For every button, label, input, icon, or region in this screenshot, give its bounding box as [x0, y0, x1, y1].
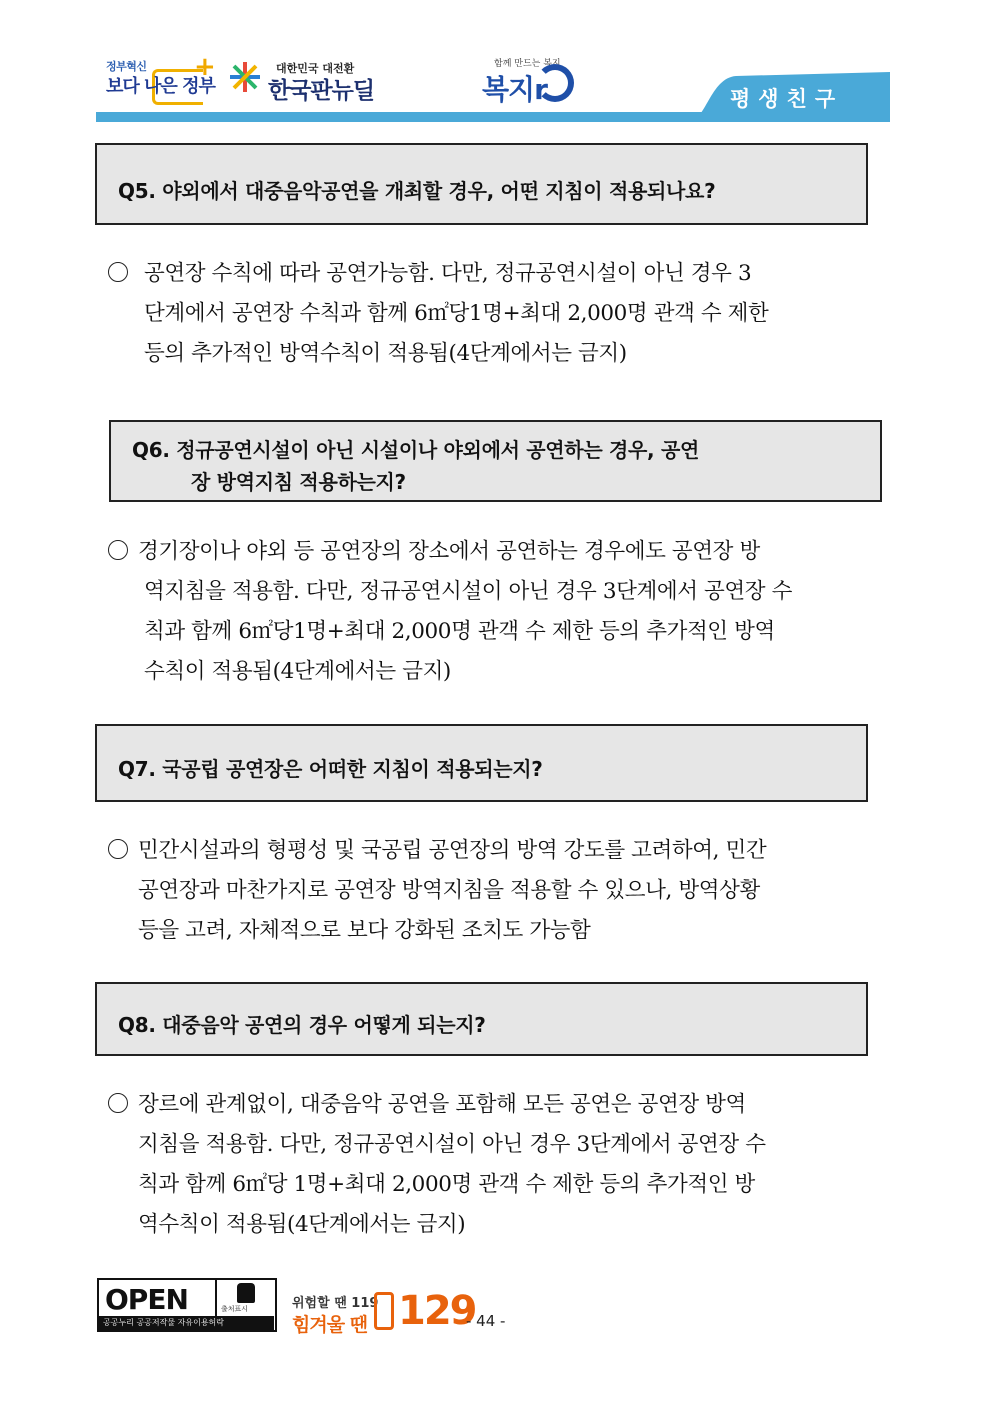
- logo3-main-text: 복지r: [482, 73, 547, 106]
- question-box-q7: [95, 724, 868, 802]
- bullet-circle-icon: [108, 1093, 128, 1113]
- korean-new-deal-logo: [228, 58, 378, 108]
- question-box-q8: [95, 982, 868, 1056]
- attribution-person-icon: [237, 1283, 255, 1303]
- answer-line: 지침을 적용함. 다만, 정규공연시설이 아닌 경우 3단계에서 공연장 수: [138, 1132, 766, 1157]
- logo2-main-text: 한국판뉴딜: [268, 78, 375, 104]
- answer-line: 수칙이 적용됨(4단계에서는 금지): [144, 659, 451, 684]
- open-license-badge: [97, 1278, 277, 1332]
- answer-block-q8: [108, 1084, 898, 1254]
- bokjiro-logo: [480, 54, 580, 110]
- answer-line: 칙과 함께 6㎡당 1명+최대 2,000명 관객 수 제한 등의 추가적인 방: [138, 1172, 755, 1197]
- phone-icon: [374, 1292, 394, 1330]
- bullet-circle-icon: [108, 262, 128, 282]
- hotline-small-text: 위험할 땐 119: [292, 1296, 379, 1311]
- logo1-plus-icon: +: [194, 52, 216, 82]
- page-number: - 44 -: [466, 1312, 506, 1330]
- logo1-top-text: 정부혁신: [106, 60, 147, 73]
- answer-block-q5: [108, 253, 898, 383]
- answer-line: 등의 추가적인 방역수칙이 적용됨(4단계에서는 금지): [144, 341, 627, 366]
- answer-line: 공연장 수칙에 따라 공연가능함. 다만, 정규공연시설이 아닌 경우 3: [144, 261, 752, 286]
- logo3-top-text: 함께 만드는 복지: [494, 59, 561, 69]
- answer-line: 등을 고려, 자체적으로 보다 강화된 조치도 가능함: [138, 918, 591, 943]
- bullet-circle-icon: [108, 839, 128, 859]
- answer-line: 단계에서 공연장 수칙과 함께 6㎡당1명+최대 2,000명 관객 수 제한: [144, 301, 769, 326]
- header-tab-label: 평생친구: [730, 87, 844, 111]
- logo2-top-text: 대한민국 대전환: [276, 62, 355, 75]
- question-text: Q5. 야외에서 대중음악공연을 개최할 경우, 어떤 지침이 적용되나요?: [118, 179, 716, 203]
- hotline-big-text: 힘겨울 땐: [292, 1314, 368, 1336]
- question-box-q6: [109, 420, 882, 502]
- question-text: Q8. 대중음악 공연의 경우 어떻게 되는지?: [118, 1013, 486, 1037]
- hotline-129-logo: [292, 1278, 492, 1338]
- question-text: Q7. 국공립 공연장은 어떠한 지침이 적용되는지?: [118, 757, 543, 781]
- logo3-arc-icon: [536, 64, 574, 102]
- new-deal-star-icon: [228, 60, 262, 94]
- answer-block-q7: [108, 830, 898, 960]
- answer-line: 역지침을 적용함. 다만, 정규공연시설이 아닌 경우 3단계에서 공연장 수: [144, 579, 792, 604]
- open-license-caption: 공공누리 공공저작물 자유이용허락: [99, 1316, 274, 1330]
- government-innovation-logo: [106, 52, 216, 110]
- question-text: 장 방역지침 적용하는지?: [191, 470, 406, 494]
- answer-block-q6: [108, 531, 898, 701]
- hotline-number: 129: [398, 1288, 476, 1334]
- attribution-label: 출처표시: [221, 1305, 249, 1313]
- open-word: OPEN: [105, 1283, 188, 1316]
- logo1-main-text: 보다 나은 정부: [106, 76, 215, 97]
- answer-line: 공연장과 마찬가지로 공연장 방역지침을 적용할 수 있으나, 방역상황: [138, 878, 760, 903]
- attribution-box: [215, 1280, 275, 1316]
- answer-line: 민간시설과의 형평성 및 국공립 공연장의 방역 강도를 고려하여, 민간: [138, 838, 767, 863]
- answer-line: 칙과 함께 6㎡당1명+최대 2,000명 관객 수 제한 등의 추가적인 방역: [144, 619, 775, 644]
- bullet-circle-icon: [108, 540, 128, 560]
- answer-line: 장르에 관계없이, 대중음악 공연을 포함해 모든 공연은 공연장 방역: [138, 1092, 746, 1117]
- question-box-q5: [95, 143, 868, 225]
- question-text: Q6. 정규공연시설이 아닌 시설이나 야외에서 공연하는 경우, 공연: [132, 438, 700, 462]
- answer-line: 역수칙이 적용됨(4단계에서는 금지): [138, 1212, 466, 1237]
- header-rule: [96, 112, 890, 122]
- answer-line: 경기장이나 야외 등 공연장의 장소에서 공연하는 경우에도 공연장 방: [138, 539, 760, 564]
